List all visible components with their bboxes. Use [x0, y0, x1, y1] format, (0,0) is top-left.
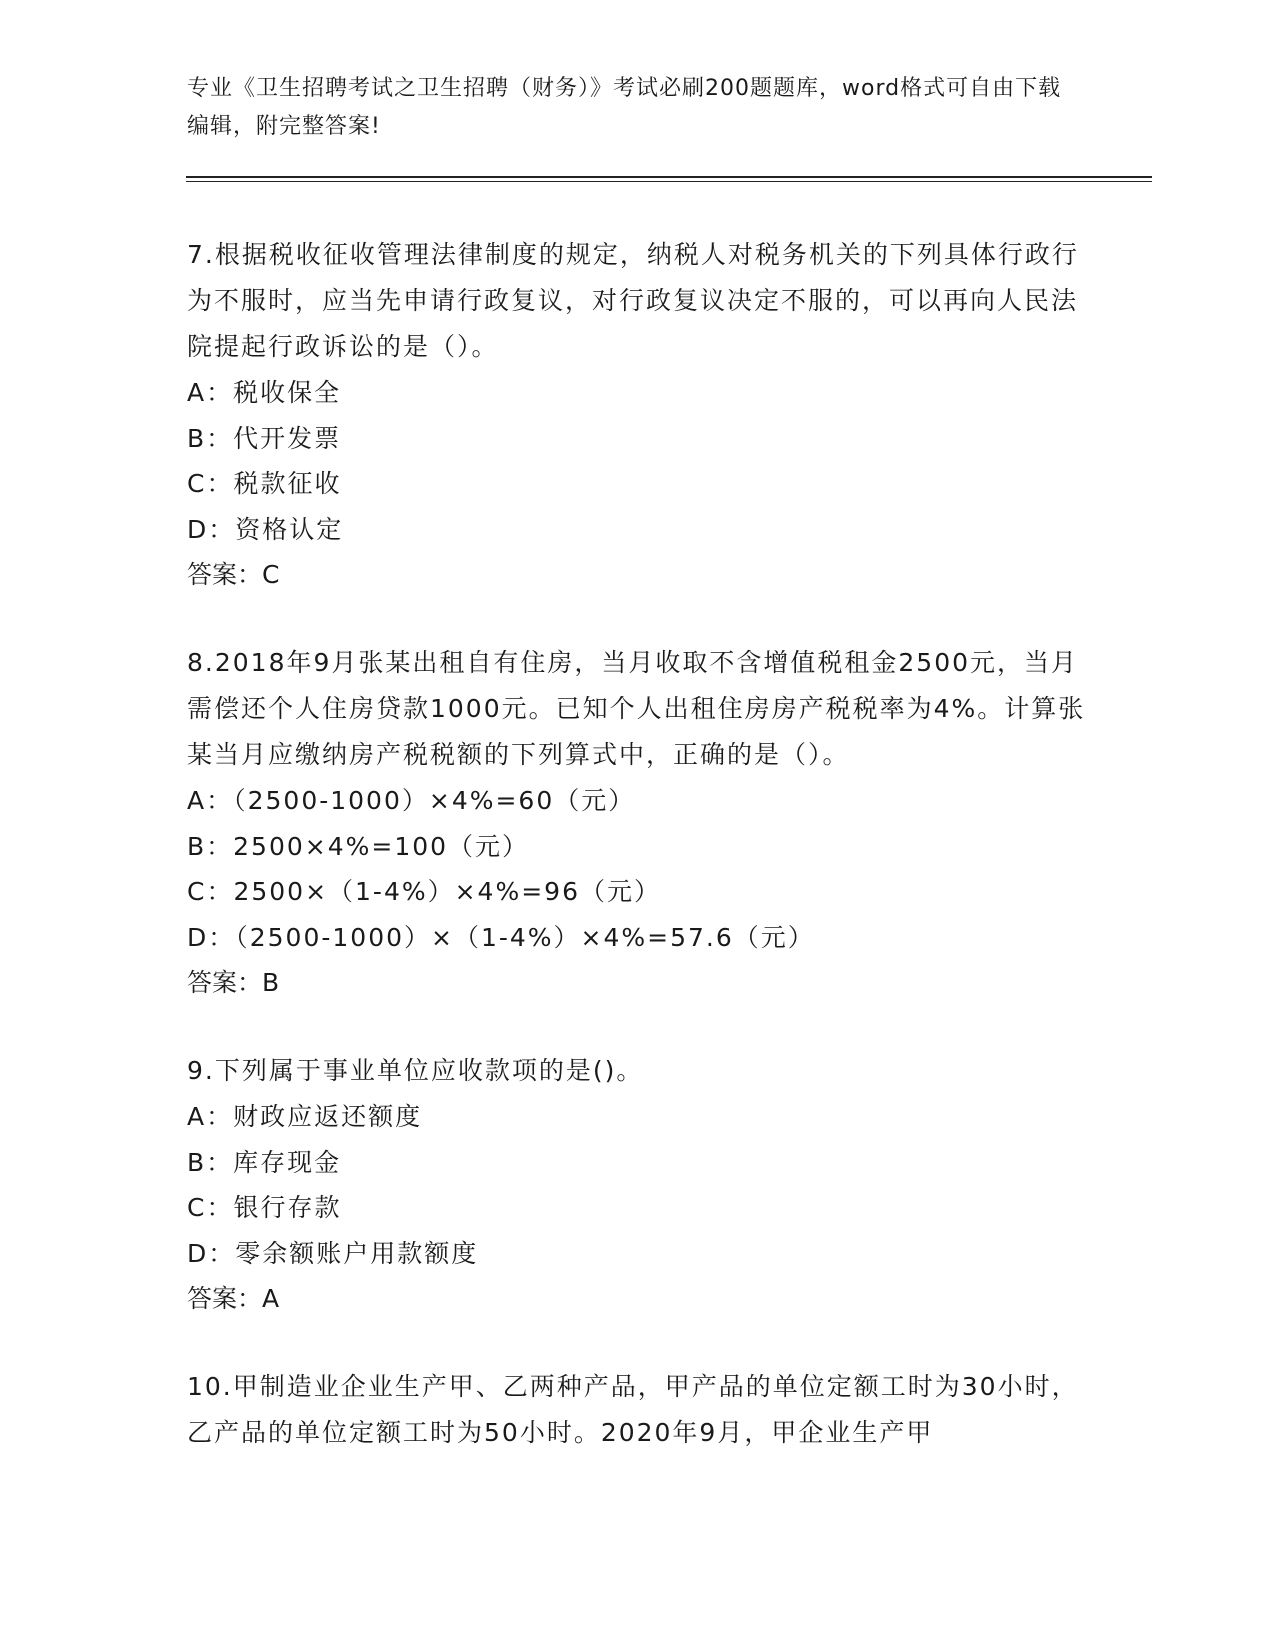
option-d: D：资格认定	[187, 514, 344, 544]
document-header: 专业《卫生招聘考试之卫生招聘（财务）》考试必刷200题题库，word格式可自由下载编辑，附完整答案!	[187, 76, 1062, 139]
option-c: C：银行存款	[187, 1193, 342, 1222]
question-stem: 7.根据税收征收管理法律制度的规定，纳税人对税务机关的下列具体行政行为不服时，应当先申请行政复议，对行政复议决定不服的，可以再向人民法院提起行政诉讼的是（）。	[187, 240, 1079, 361]
question-9	[187, 1048, 1087, 1322]
answer: 答案：C	[187, 560, 280, 589]
option-c: C：税款征收	[187, 469, 342, 498]
option-d: D：（2500-1000）×（1-4%）×4%=57.6（元）	[187, 922, 815, 952]
option-c: C：2500×（1-4%）×4%=96（元）	[187, 877, 661, 906]
answer: 答案：B	[187, 968, 280, 997]
question-7	[187, 232, 1087, 598]
option-a: A：（2500-1000）×4%=60（元）	[187, 786, 636, 815]
option-b: B：2500×4%=100（元）	[187, 831, 530, 861]
header-divider-thin	[186, 181, 1152, 182]
question-list	[187, 232, 1087, 1456]
option-a: A：税收保全	[187, 378, 342, 407]
question-stem: 10.甲制造业企业生产甲、乙两种产品，甲产品的单位定额工时为30小时，乙产品的单位定额工时为50小时。2020年9月，甲企业生产甲	[187, 1372, 1079, 1447]
option-d: D：零余额账户用款额度	[187, 1238, 479, 1268]
option-a: A：财政应返还额度	[187, 1102, 423, 1131]
question-stem: 8.2018年9月张某出租自有住房，当月收取不含增值税租金2500元，当月需偿还个人住房贷款1000元。已知个人出租住房房产税税率为4%。计算张某当月应缴纳房产税税额的下列算式中，正确的是（）。	[187, 648, 1086, 769]
question-10	[187, 1364, 1087, 1456]
option-b: B：库存现金	[187, 1147, 342, 1177]
question-stem: 9.下列属于事业单位应收款项的是()。	[187, 1056, 644, 1085]
header-divider-thick	[186, 176, 1152, 178]
option-b: B：代开发票	[187, 423, 342, 453]
question-8	[187, 640, 1087, 1006]
answer: 答案：A	[187, 1284, 280, 1313]
